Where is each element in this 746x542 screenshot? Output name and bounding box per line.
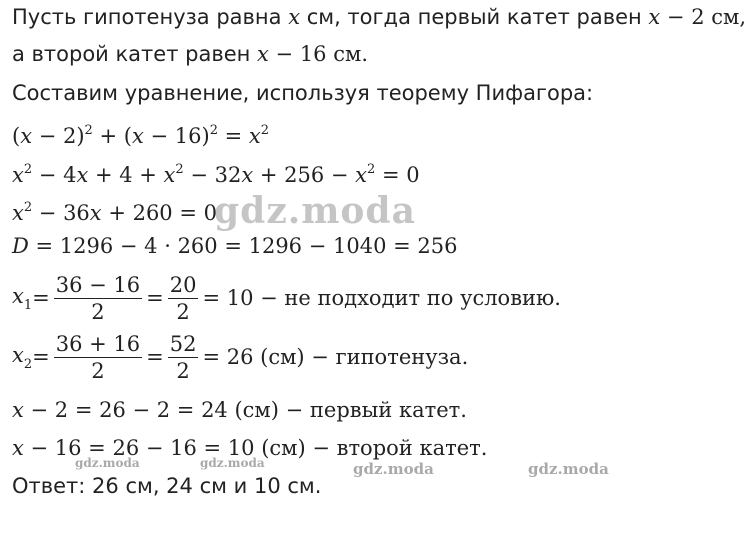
fraction-numerator: 52 (169, 331, 197, 356)
variable-x: x (355, 163, 368, 187)
eq-part: + ( (92, 124, 132, 148)
discriminant-line (12, 232, 457, 260)
variable-x: x (20, 124, 33, 148)
fraction (168, 272, 199, 325)
equation-line-4 (12, 117, 269, 150)
eq-part: = 1296 − 4 · 260 = 1296 − 1040 = 256 (28, 234, 458, 258)
text-line-3 (12, 79, 593, 107)
variable-d: D (12, 234, 29, 258)
line-1-part-b: см, тогда первый катет равен (300, 5, 649, 29)
watermark-medium: gdz.moda (528, 460, 609, 478)
variable-x: x (131, 124, 144, 148)
second-leg-text: − 16 = 26 − 16 = 10 (см) − второй катет. (23, 436, 488, 460)
variable-x: x (257, 42, 269, 66)
eq-part: − 36 (32, 201, 90, 225)
fraction (54, 331, 142, 384)
variable-x: x (648, 5, 661, 29)
variable-x: x (241, 163, 254, 187)
variable-x: x (12, 342, 24, 367)
watermark-small: gdz.moda (200, 456, 265, 470)
fraction-denominator: 2 (91, 299, 105, 324)
eq-part: + 256 − (253, 163, 356, 187)
fraction-denominator: 2 (176, 358, 190, 383)
fraction (168, 331, 199, 384)
variable-x: x (163, 163, 176, 187)
text-line-2 (12, 40, 368, 68)
line-1-part-c: − 2 см, (660, 5, 746, 29)
equation-line-6 (12, 194, 217, 227)
exponent: 2 (367, 162, 376, 177)
answer-line (12, 472, 321, 500)
fraction-numerator: 36 + 16 (55, 331, 141, 356)
exponent: 2 (175, 162, 184, 177)
watermark-medium: gdz.moda (353, 460, 434, 478)
answer-text: Ответ: 26 см, 24 см и 10 см. (12, 474, 322, 498)
variable-x: x (89, 201, 102, 225)
line-2-part-b: − 16 см. (268, 42, 368, 66)
subscript: 1 (23, 297, 33, 313)
fraction-numerator: 36 − 16 (55, 272, 141, 297)
eq-part: = 0 (375, 163, 420, 187)
fraction-numerator: 20 (169, 272, 197, 297)
exponent: 2 (209, 123, 218, 138)
variable-x: x (76, 163, 89, 187)
eq-part: − 4 (32, 163, 77, 187)
eq-part: − 2) (32, 124, 85, 148)
equals-sign: = (32, 286, 50, 310)
root-x2-result: = 26 (см) − гипотенуза. (202, 345, 469, 369)
watermark-large: gdz.moda (214, 190, 416, 232)
variable-x: x (12, 283, 24, 308)
exponent: 2 (23, 162, 33, 177)
eq-part: − 32 (183, 163, 242, 187)
fraction-denominator: 2 (91, 358, 105, 383)
paren-open: ( (12, 124, 21, 148)
equals-sign: = (146, 345, 164, 369)
variable-x: x (12, 163, 24, 187)
watermark-small: gdz.moda (75, 456, 140, 470)
fraction-denominator: 2 (176, 299, 190, 324)
equation-line-5 (12, 156, 420, 189)
root-x1-line (12, 266, 561, 330)
text-line-1 (12, 3, 746, 31)
eq-part: + 4 + (88, 163, 164, 187)
eq-part: − 16) (143, 124, 210, 148)
variable-x: x (12, 398, 24, 422)
equals-sign: = (146, 286, 164, 310)
variable-x: x (12, 436, 24, 460)
eq-part: + 260 = 0 (101, 201, 217, 225)
equals-sign: = (32, 345, 50, 369)
root-x1-result: = 10 − не подходит по условию. (202, 286, 561, 310)
subscript: 2 (23, 356, 33, 372)
exponent: 2 (84, 123, 93, 138)
first-leg-line (12, 396, 467, 424)
exponent: 2 (23, 200, 33, 215)
first-leg-text: − 2 = 26 − 2 = 24 (см) − первый катет. (23, 398, 467, 422)
variable-x: x (12, 201, 24, 225)
variable-x: x (288, 5, 301, 29)
line-3-text: Составим уравнение, используя теорему Пифагора: (12, 81, 594, 105)
line-1-part-a: Пусть гипотенуза равна (12, 5, 289, 29)
exponent: 2 (260, 123, 270, 138)
root-x2-line (12, 325, 468, 389)
fraction (54, 272, 142, 325)
variable-x: x (248, 124, 261, 148)
line-2-part-a: а второй катет равен (12, 42, 258, 66)
eq-part: = (217, 124, 249, 148)
